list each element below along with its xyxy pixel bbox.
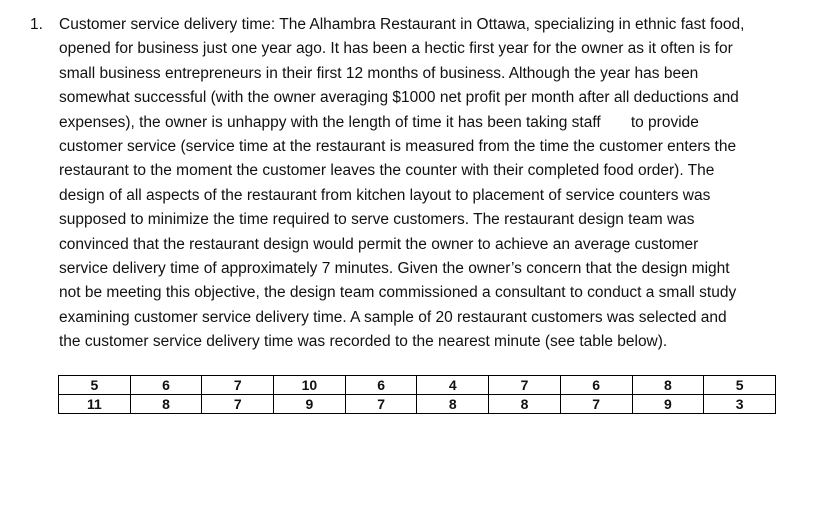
paragraph-line: small business entrepreneurs in their first 12 months of business. Although the year has been <box>59 64 699 82</box>
question-paragraph <box>59 13 789 354</box>
table-cell: 4 <box>417 376 489 395</box>
paragraph-line: customer service (service time at the restaurant is measured from the time the customer enters the <box>59 137 737 155</box>
paragraph-line: not be meeting this objective, the design team commissioned a consultant to conduct a small study <box>59 284 737 302</box>
table-cell: 7 <box>560 395 632 414</box>
table-row <box>59 376 776 395</box>
paragraph-line: opened for business just one year ago. It has been a hectic first year for the owner as it often is for <box>59 40 733 58</box>
table-cell: 5 <box>59 376 131 395</box>
table-cell: 9 <box>632 395 704 414</box>
table-cell: 10 <box>274 376 346 395</box>
table-cell: 7 <box>202 376 274 395</box>
table-cell: 7 <box>345 395 417 414</box>
paragraph-line: expenses), the owner is unhappy with the length of time it has been taking staff to provide <box>59 113 699 131</box>
paragraph-line: service delivery time of approximately 7 minutes. Given the owner’s concern that the design might <box>59 259 730 277</box>
service-time-table <box>58 375 776 414</box>
paragraph-line: somewhat successful (with the owner averaging $1000 net profit per month after all deductions and <box>59 89 739 107</box>
table-cell: 7 <box>202 395 274 414</box>
table-cell: 3 <box>704 395 776 414</box>
table-cell: 6 <box>130 376 202 395</box>
table-row <box>59 395 776 414</box>
paragraph-line: supposed to minimize the time required to serve customers. The restaurant design team was <box>59 211 695 229</box>
table-cell: 8 <box>632 376 704 395</box>
paragraph-line: examining customer service delivery time. A sample of 20 restaurant customers was selected and <box>59 308 727 326</box>
paragraph-line: restaurant to the moment the customer leaves the counter with their completed food order). The <box>59 162 715 180</box>
table-cell: 6 <box>345 376 417 395</box>
table-cell: 7 <box>489 376 561 395</box>
table-cell: 6 <box>560 376 632 395</box>
paragraph-line: design of all aspects of the restaurant from kitchen layout to placement of service counters was <box>59 186 711 204</box>
table-cell: 11 <box>59 395 131 414</box>
table-cell: 5 <box>704 376 776 395</box>
table-cell: 8 <box>489 395 561 414</box>
table-cell: 8 <box>417 395 489 414</box>
table-cell: 9 <box>274 395 346 414</box>
paragraph-line: the customer service delivery time was recorded to the nearest minute (see table below). <box>59 333 668 351</box>
paragraph-line: Customer service delivery time: The Alhambra Restaurant in Ottawa, specializing in ethnic fast food, <box>59 16 745 33</box>
question-number: 1. <box>30 16 43 33</box>
paragraph-line: convinced that the restaurant design would permit the owner to achieve an average customer <box>59 235 699 253</box>
table-cell: 8 <box>130 395 202 414</box>
